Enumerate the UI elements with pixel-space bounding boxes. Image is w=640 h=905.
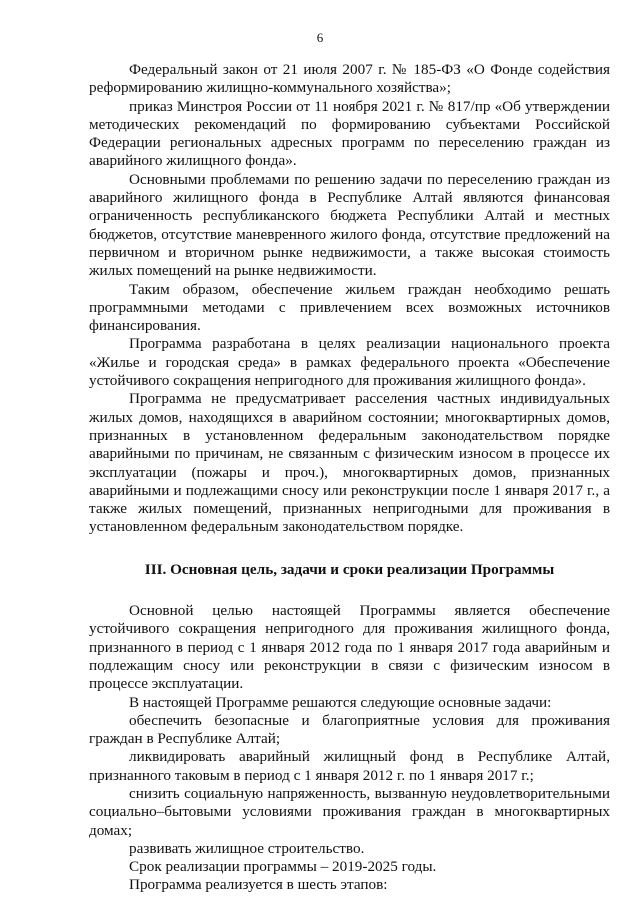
paragraph-task-construction: развивать жилищное строительство. bbox=[129, 839, 365, 857]
paragraph-minstroy-order: приказ Минстроя России от 11 ноября 2021 г. № 817/пр «Об утверждении методических рекомендаций по формированию субъектами Российской Федерации региональных адресных программ по переселению граждан из аварийного жилищного фонда». bbox=[89, 97, 610, 170]
paragraph-main-goal: Основной целью настоящей Программы является обеспечение устойчивого сокращения непригодного для проживания жилищного фонда, признанного в период с 1 января 2012 года по 1 января 2017 года аварийным и подлежащим сносу или реконструкции в связи с физическим износом в процессе эксплуатации. bbox=[89, 602, 610, 693]
page-number: 6 bbox=[316, 30, 324, 45]
paragraph-program-stages: Программа реализуется в шесть этапов: bbox=[129, 876, 388, 894]
paragraph-task-liquidate: ликвидировать аварийный жилищный фонд в Республике Алтай, признанного таковым в период с 1 января 2012 г. по 1 января 2017 г.; bbox=[89, 748, 610, 784]
document-body bbox=[89, 61, 610, 895]
paragraph-task-tension: снизить социальную напряженность, вызванную неудовлетворительными социально–бытовыми условиями проживания граждан в многоквартирных домах; bbox=[89, 784, 610, 839]
paragraph-program-period: Срок реализации программы – 2019-2025 годы. bbox=[129, 858, 437, 876]
paragraph-tasks-intro: В настоящей Программе решаются следующие основные задачи: bbox=[129, 693, 552, 711]
paragraph-main-problems: Основными проблемами по решению задачи по переселению граждан из аварийного жилищного фонда в Республике Алтай являются финансовая ограниченность республиканского бюджета Республики Алтай и местных бюджетов, отсутствие маневренного жилого фонда, отсутствие предложений на первичном и вторичном рынке недвижимости, а также высокая стоимость жилых помещений на рынке недвижимости. bbox=[89, 170, 610, 280]
paragraph-federal-law: Федеральный закон от 21 июля 2007 г. № 185-ФЗ «О Фонде содействия реформированию жилищно-коммунального хозяйства»; bbox=[89, 61, 610, 97]
paragraph-task-safety: обеспечить безопасные и благоприятные условия для проживания граждан в Республике Алтай; bbox=[89, 711, 610, 748]
section-heading: III. Основная цель, задачи и сроки реализации Программы bbox=[144, 560, 555, 578]
paragraph-exclusions: Программа не предусматривает расселения частных индивидуальных жилых домов, находящихся в аварийном состоянии; многоквартирных домов, признанных в установленном федеральным законодательством порядке аварийными по причинам, не связанным с физическим износом в процессе их эксплуатации (пожары и проч.), многоквартирных домов, признанных аварийными и подлежащими сносу или реконструкции после 1 января 2017 г., а также жилых помещений, признанных непригодными для проживания в установленном федеральным законодательством порядке. bbox=[89, 390, 610, 536]
paragraph-national-project: Программа разработана в целях реализации национального проекта «Жилье и городская среда» в рамках федерального проекта «Обеспечение устойчивого сокращения непригодного для проживания жилищного фонда». bbox=[89, 335, 610, 390]
paragraph-program-methods: Таким образом, обеспечение жильем граждан необходимо решать программными методами с привлечением всех возможных источников финансирования. bbox=[89, 280, 610, 335]
